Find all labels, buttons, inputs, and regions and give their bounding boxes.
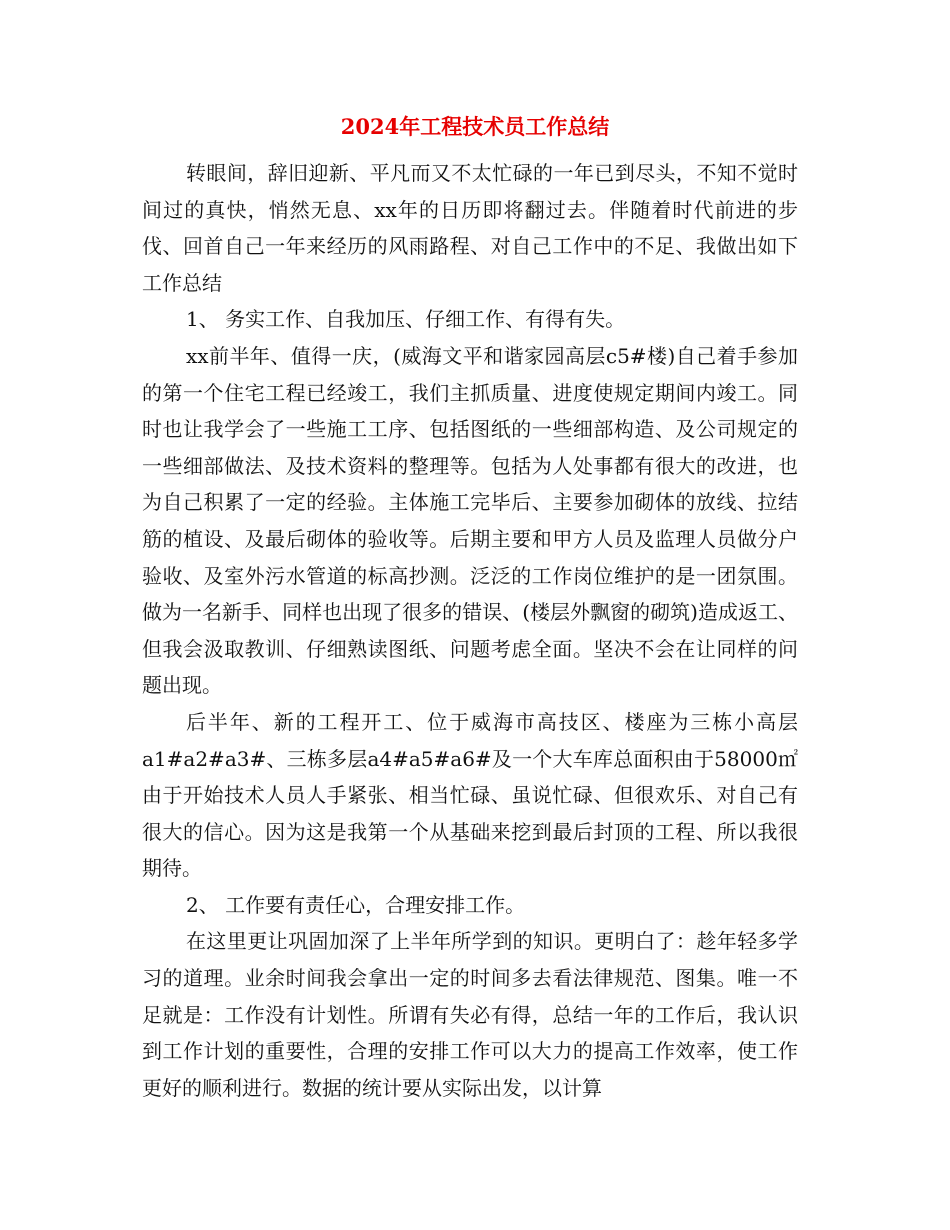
- paragraph-second-half-year: 后半年、新的工程开工、位于威海市高技区、楼座为三栋小高层a1#a2#a3#、三栋多层a4#a5#a6#及一个大车库总面积由于58000㎡由于开始技术人员人手紧张、相当忙碌、虽说忙碌、但很欢乐、对自己有很大的信心。因为这是我第一个从基础来挖到最后封顶的工程、所以我很期待。: [142, 709, 798, 881]
- document-title: 2024年工程技术员工作总结: [340, 114, 610, 139]
- paragraph-intro: 转眼间，辞旧迎新、平凡而又不太忙碌的一年已到尽头，不知不觉时间过的真快，悄然无息、xx年的日历即将翻过去。伴随着时代前进的步伐、回首自己一年来经历的风雨路程、对自己工作中的不足、我做出如下工作总结: [142, 161, 798, 295]
- paragraph-consolidation: 在这里更让巩固加深了上半年所学到的知识。更明白了：趁年轻多学习的道理。业余时间我会拿出一定的时间多去看法律规范、图集。唯一不足就是：工作没有计划性。所谓有失必有得，总结一年的工作后，我认识到工作计划的重要性，合理的安排工作可以大力的提高工作效率，使工作更好的顺利进行。数据的统计要从实际出发，以计算: [142, 929, 798, 1100]
- paragraph-heading-1: 1、 务实工作、自我加压、仔细工作、有得有失。: [186, 307, 626, 332]
- paragraph-first-half-year: xx前半年、值得一庆，(威海文平和谐家园高层c5#楼)自己着手参加的第一个住宅工程已经竣工，我们主抓质量、进度使规定期间内竣工。同时也让我学会了一些施工工序、包括图纸的一些细部构造、及公司规定的一些细部做法、及技术资料的整理等。包括为人处事都有很大的改进，也为自己积累了一定的经验。主体施工完毕后、主要参加砌体的放线、拉结筋的植设、及最后砌体的验收等。后期主要和甲方人员及监理人员做分户验收、及室外污水管道的标高抄测。泛泛的工作岗位维护的是一团氛围。做为一名新手、同样也出现了很多的错误、(楼层外飘窗的砌筑)造成返工、但我会汲取教训、仔细熟读图纸、问题考虑全面。坚决不会在让同样的问题出现。: [142, 343, 798, 698]
- document-body: [142, 155, 798, 1106]
- paragraph-heading-2: 2、 工作要有责任心，合理安排工作。: [186, 892, 526, 917]
